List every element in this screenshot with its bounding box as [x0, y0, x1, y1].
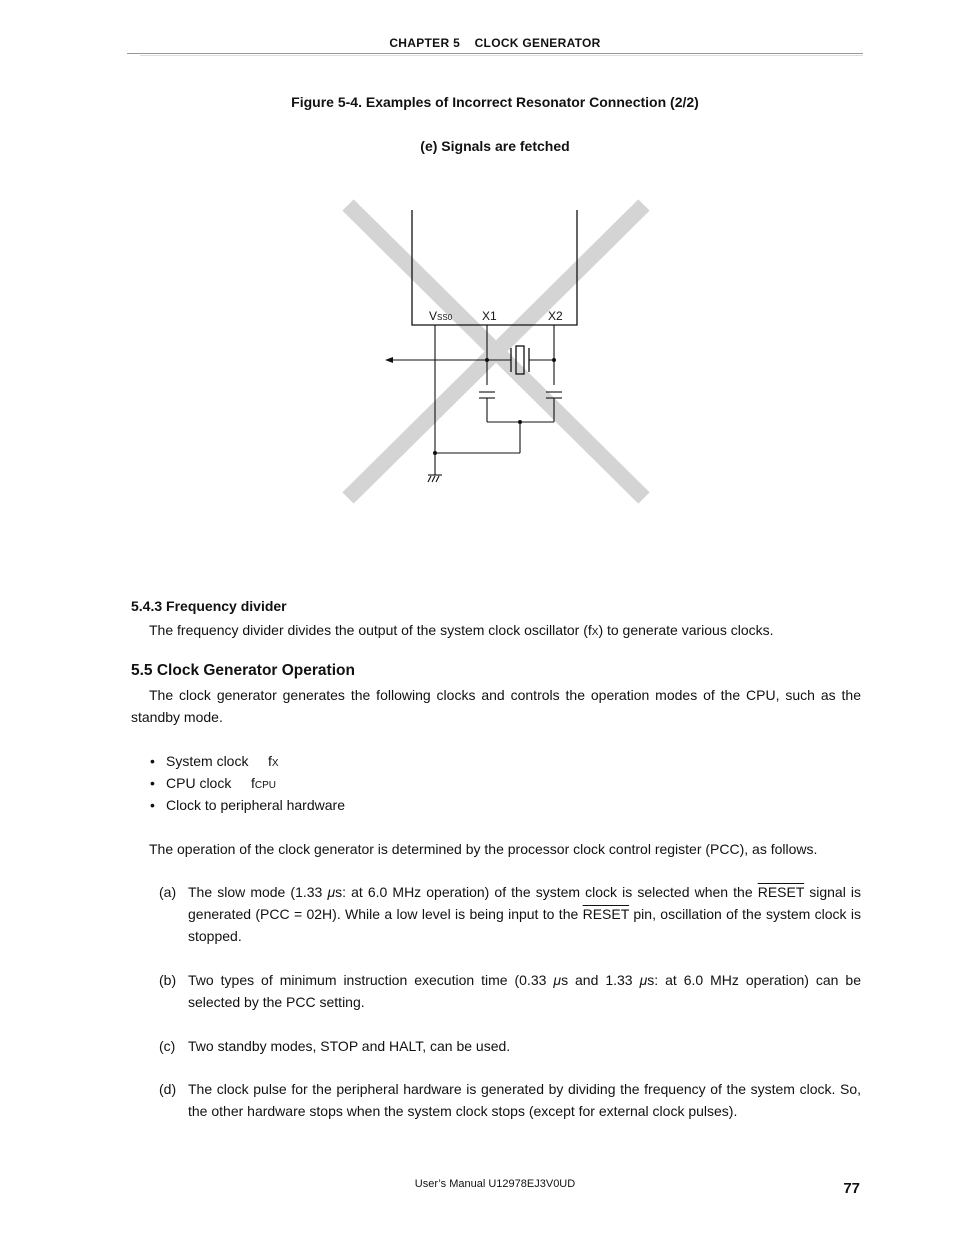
- list-item: • Clock to peripheral hardware: [150, 797, 345, 813]
- header-title: CLOCK GENERATOR: [474, 36, 601, 50]
- header-chapter: CHAPTER 5: [389, 36, 461, 50]
- incorrect-cross-mark: [348, 205, 644, 498]
- vss0-label: VSS0: [429, 309, 453, 323]
- x1-label: X1: [482, 309, 497, 323]
- list-item: • System clock fX: [150, 753, 279, 769]
- figure-title: Figure 5-4. Examples of Incorrect Resonator Connection (2/2): [291, 94, 699, 110]
- section-5-4-3-heading: 5.4.3 Frequency divider: [131, 598, 287, 614]
- section-5-4-3-text: The frequency divider divides the output of the system clock oscillator (fX) to generate various clocks.: [149, 622, 774, 638]
- footer-manual-id: User’s Manual U12978EJ3V0UD: [414, 1178, 576, 1190]
- section-5-5-heading: 5.5 Clock Generator Operation: [131, 662, 355, 679]
- ic-outline: [412, 210, 577, 325]
- clock-list: [150, 750, 750, 816]
- signal-arrow-icon: [385, 357, 393, 363]
- circuit-wiring: [390, 325, 562, 482]
- list-item: • CPU clock fCPU: [150, 775, 277, 791]
- figure-subtitle: (e) Signals are fetched: [420, 138, 570, 154]
- section-5-5-intro: The clock generator generates the following clocks and controls the operation modes of the CPU, such as the standby mode.: [131, 687, 861, 725]
- x2-label: X2: [548, 309, 563, 323]
- resonator-diagram: [330, 195, 670, 515]
- header-rule: [127, 53, 863, 54]
- page-number: 77: [843, 1180, 860, 1197]
- running-header: [0, 36, 954, 50]
- pcc-text: The operation of the clock generator is determined by the processor clock control register (PCC), as follows.: [149, 841, 818, 857]
- header-rule-shadow: [140, 55, 863, 56]
